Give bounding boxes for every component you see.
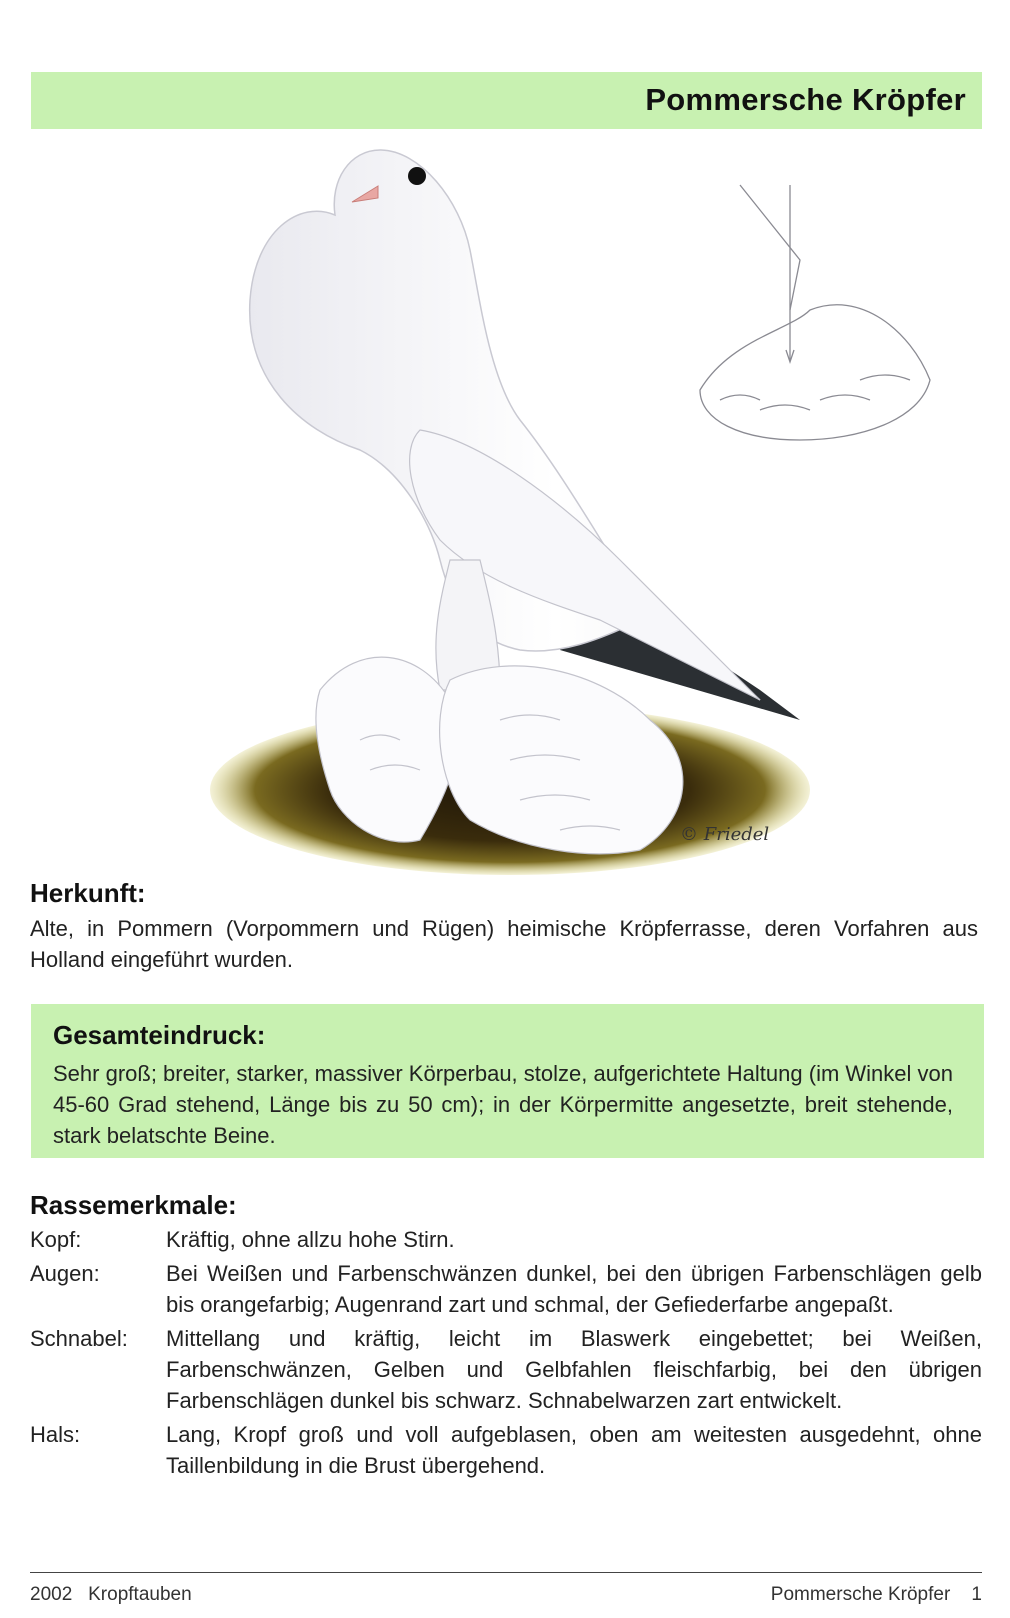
footer-series: Kropftauben (88, 1584, 192, 1605)
trait-text: Lang, Kropf groß und voll aufgeblasen, oben am weitesten ausgedehnt, ohne Taillenbildung in die Brust übergehend. (166, 1422, 982, 1478)
foot-sketch (700, 185, 930, 440)
page-title: Pommersche Kröpfer (645, 82, 966, 117)
footer-divider (30, 1572, 982, 1573)
trait-label: Augen: (30, 1261, 100, 1286)
artist-signature: © Friedel (680, 824, 770, 845)
footer-year: 2002 (30, 1584, 73, 1605)
trait-text: Kräftig, ohne allzu hohe Stirn. (166, 1227, 455, 1252)
footer-page-number: 1 (971, 1584, 982, 1605)
gesamteindruck-heading: Gesamteindruck: (53, 1020, 266, 1050)
trait-row-hals (30, 1419, 982, 1481)
pigeon-body (250, 150, 760, 700)
gesamteindruck-text: Sehr groß; breiter, starker, massiver Körperbau, stolze, aufgerichtete Haltung (im Winkel von 45-60 Grad stehend, Länge bis zu 50 cm); in der Körpermitte angesetzte, breit stehende, stark belatschte Beine. (53, 1061, 953, 1148)
footer-right (771, 1584, 982, 1606)
trait-label: Schnabel: (30, 1326, 128, 1351)
section-gesamteindruck (31, 1004, 984, 1158)
footer-page-title: Pommersche Kröpfer (770, 1584, 951, 1605)
eye (408, 167, 426, 185)
herkunft-text: Alte, in Pommern (Vorpommern und Rügen) heimische Kröpferrasse, deren Vorfahren aus Holland eingeführt wurden. (30, 916, 978, 972)
herkunft-heading: Herkunft: (30, 878, 146, 908)
rassemerkmale-heading: Rassemerkmale: (30, 1190, 237, 1220)
trait-text: Bei Weißen und Farbenschwänzen dunkel, bei den übrigen Farbenschlägen gelb bis orangefarbig; Augenrand zart und schmal, der Gefiederfarbe angepaßt. (166, 1261, 982, 1317)
trait-row-augen (30, 1258, 982, 1320)
trait-text: Mittellang und kräftig, leicht im Blaswerk eingebettet; bei Weißen, Farbenschwänzen, Gelben und Gelbfahlen fleischfarbig, bei den übrigen Farbenschlägen dunkel bis schwarz. Schnabelwarzen zart entwickelt. (166, 1326, 982, 1413)
trait-row-schnabel (30, 1323, 982, 1416)
trait-row-kopf (30, 1224, 982, 1255)
section-herkunft (30, 878, 980, 975)
foot-feathers (316, 657, 683, 854)
footer-left (30, 1584, 192, 1606)
section-rassemerkmale (30, 1190, 982, 1481)
trait-label: Hals: (30, 1422, 81, 1447)
trait-label: Kopf: (30, 1227, 82, 1252)
